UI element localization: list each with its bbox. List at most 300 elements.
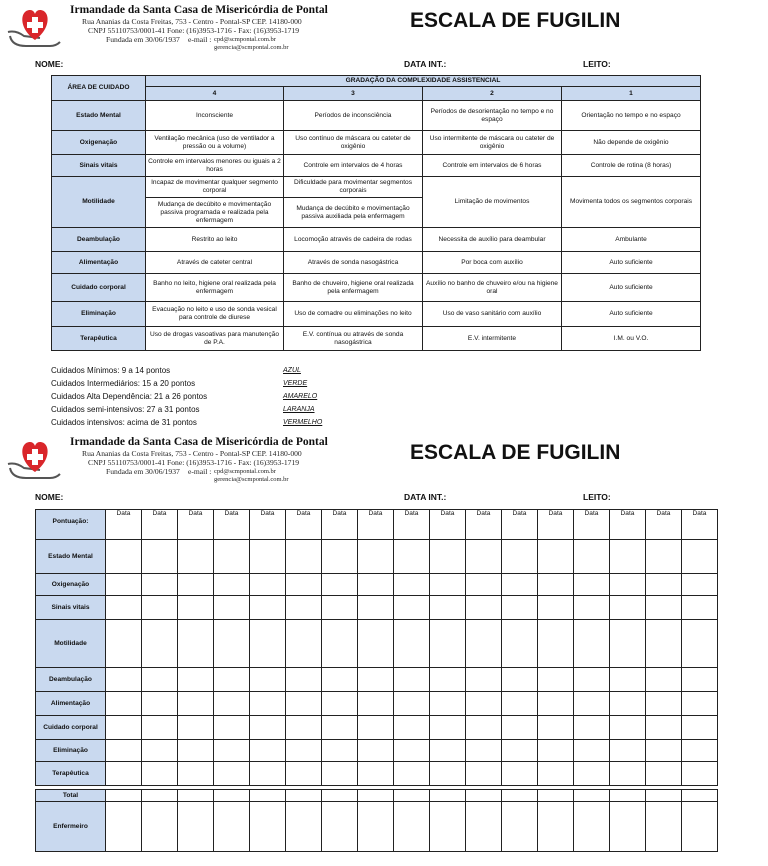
score-cell (538, 668, 574, 692)
table-row (36, 596, 718, 620)
table-cell: Incapaz de movimentar qualquer segmento corporal (146, 177, 284, 198)
score-cell (466, 620, 502, 668)
score-cell (574, 716, 610, 740)
total-cell (682, 790, 718, 802)
table-row (36, 790, 718, 802)
score-cell (682, 620, 718, 668)
score-cell (646, 596, 682, 620)
score-cell (538, 596, 574, 620)
legend-item (51, 366, 170, 375)
score-cell (214, 620, 250, 668)
group-header: GRADAÇÃO DA COMPLEXIDADE ASSISTENCIAL (146, 76, 701, 87)
email-label: e-mail : (188, 467, 212, 476)
score-cell (682, 596, 718, 620)
email-2: gerencia@scmpontal.com.br (214, 44, 289, 51)
score-cell (142, 620, 178, 668)
legend-label: Cuidados semi-intensivos: 27 a 31 pontos (51, 405, 200, 414)
total-cell (502, 790, 538, 802)
table-cell: Controle em intervalos menores ou iguais a 2 horas (146, 155, 284, 177)
table-cell: Uso de comadre ou eliminações no leito (284, 302, 423, 327)
score-cell (466, 596, 502, 620)
date-header: Data (250, 510, 286, 540)
score-cell (178, 692, 214, 716)
table-cell: E.V. contínua ou através de sonda nasogástrica (284, 327, 423, 351)
legend-color: AZUL (283, 367, 301, 374)
date-header: Data (682, 510, 718, 540)
score-cell (250, 740, 286, 762)
score-cell (682, 692, 718, 716)
score-cell (286, 716, 322, 740)
table-cell: Auto suficiente (562, 302, 701, 327)
legend-color: AMARELO (283, 393, 318, 400)
total-cell (106, 790, 142, 802)
legend-label: Cuidados Mínimos: 9 a 14 pontos (51, 366, 171, 375)
nurse-cell (322, 802, 358, 852)
table-cell: Limitação de movimentos (423, 177, 562, 228)
nurse-cell (358, 802, 394, 852)
nurse-cell (430, 802, 466, 852)
score-cell (466, 740, 502, 762)
score-cell (610, 596, 646, 620)
area-label: Alimentação (52, 252, 146, 274)
table-cell: Mudança de decúbito e movimentação passiva auxiliada pela enfermagem (284, 198, 423, 228)
score-cell (538, 716, 574, 740)
level-1-header: 1 (562, 87, 701, 101)
score-cell (538, 762, 574, 786)
page-title: ESCALA DE FUGILIN (410, 441, 621, 464)
area-label: Terapêutica (36, 762, 106, 786)
area-label: Deambulação (36, 668, 106, 692)
score-cell (106, 762, 142, 786)
date-header: Data (142, 510, 178, 540)
score-cell (430, 762, 466, 786)
total-cell (394, 790, 430, 802)
score-cell (214, 716, 250, 740)
total-cell (250, 790, 286, 802)
area-label: Sinais vitais (52, 155, 146, 177)
score-cell (682, 540, 718, 574)
score-cell (178, 574, 214, 596)
date-header: Data (574, 510, 610, 540)
score-cell (322, 762, 358, 786)
score-cell (430, 692, 466, 716)
table-row (36, 692, 718, 716)
score-cell (178, 596, 214, 620)
area-label: Motilidade (36, 620, 106, 668)
area-header: ÁREA DE CUIDADO (52, 76, 146, 101)
total-cell (646, 790, 682, 802)
score-cell (502, 574, 538, 596)
table-row (52, 155, 701, 177)
score-cell (394, 716, 430, 740)
table-row (36, 510, 718, 540)
score-cell (214, 596, 250, 620)
score-cell (106, 596, 142, 620)
score-cell (250, 574, 286, 596)
area-label: Cuidado corporal (36, 716, 106, 740)
score-cell (178, 762, 214, 786)
table-cell: I.M. ou V.O. (562, 327, 701, 351)
date-header: Data (178, 510, 214, 540)
score-cell (682, 574, 718, 596)
score-cell (358, 716, 394, 740)
table-row (52, 302, 701, 327)
score-cell (322, 740, 358, 762)
institution-name: Irmandade da Santa Casa de Misericórdia de Pontal (70, 4, 328, 16)
area-label: Terapêutica (52, 327, 146, 351)
total-label: Total (36, 790, 106, 802)
score-cell (502, 740, 538, 762)
legend-item (51, 418, 197, 427)
legend-label: Cuidados Intermediários: 15 a 20 pontos (51, 379, 196, 388)
header-bottom (0, 432, 768, 504)
nurse-cell (142, 802, 178, 852)
score-cell (286, 692, 322, 716)
score-cell (142, 668, 178, 692)
nurse-cell (178, 802, 214, 852)
nurse-label: Enfermeiro (36, 802, 106, 852)
score-cell (250, 596, 286, 620)
institution-name: Irmandade da Santa Casa de Misericórdia de Pontal (70, 436, 328, 448)
score-cell (286, 540, 322, 574)
score-cell (286, 620, 322, 668)
score-cell (394, 762, 430, 786)
score-cell (178, 620, 214, 668)
score-cell (646, 668, 682, 692)
score-cell (574, 668, 610, 692)
score-cell (286, 596, 322, 620)
date-header: Data (610, 510, 646, 540)
table-row (52, 252, 701, 274)
total-cell (466, 790, 502, 802)
legend-item (51, 392, 207, 401)
table-cell: Controle em intervalos de 4 horas (284, 155, 423, 177)
legend-color: VERMELHO (283, 419, 323, 426)
nurse-cell (394, 802, 430, 852)
score-cell (358, 620, 394, 668)
area-label: Estado Mental (52, 101, 146, 131)
table-row (36, 540, 718, 574)
score-cell (142, 540, 178, 574)
table-cell: Uso intermitente de máscara ou cateter de oxigênio (423, 131, 562, 155)
score-cell (142, 716, 178, 740)
legend-color: VERDE (283, 380, 308, 387)
table-cell: Uso de drogas vasoativas para manutenção de P.A. (146, 327, 284, 351)
table-row (36, 668, 718, 692)
address-line-1: Rua Ananias da Costa Freitas, 753 - Centro - Pontal-SP CEP. 14180-000 (82, 17, 302, 26)
score-cell (682, 716, 718, 740)
score-cell (502, 620, 538, 668)
table-cell: Através de cateter central (146, 252, 284, 274)
score-cell (466, 716, 502, 740)
legend-label: Cuidados intensivos: acima de 31 pontos (51, 418, 197, 427)
hospital-logo-icon (6, 2, 64, 50)
table-cell: Uso de vaso sanitário com auxílio (423, 302, 562, 327)
header-top (0, 0, 768, 70)
score-cell (574, 740, 610, 762)
table-cell: Auto suficiente (562, 274, 701, 302)
area-label: Eliminação (52, 302, 146, 327)
score-cell (574, 762, 610, 786)
nurse-cell (214, 802, 250, 852)
date-header: Data (646, 510, 682, 540)
table-cell: Uso contínuo de máscara ou cateter de oxigênio (284, 131, 423, 155)
table-cell: Períodos de desorientação no tempo e no espaço (423, 101, 562, 131)
nurse-cell (538, 802, 574, 852)
table-cell: Auto suficiente (562, 252, 701, 274)
score-cell (142, 692, 178, 716)
table-row (52, 131, 701, 155)
score-cell (610, 668, 646, 692)
email-1: cpd@scmpontal.com.br (214, 36, 276, 43)
area-label: Motilidade (52, 177, 146, 228)
score-cell (502, 762, 538, 786)
table-cell: Auxílio no banho de chuveiro e/ou na higiene oral (423, 274, 562, 302)
table-cell: Por boca com auxílio (423, 252, 562, 274)
table-cell: Controle de rotina (8 horas) (562, 155, 701, 177)
score-cell (142, 762, 178, 786)
score-cell (250, 620, 286, 668)
total-cell (358, 790, 394, 802)
table-cell: Restrito ao leito (146, 228, 284, 252)
nurse-cell (682, 802, 718, 852)
email-1: cpd@scmpontal.com.br (214, 468, 276, 475)
table-row (52, 274, 701, 302)
area-label: Alimentação (36, 692, 106, 716)
score-cell (106, 540, 142, 574)
table-row (36, 620, 718, 668)
score-cell (394, 540, 430, 574)
date-header: Data (538, 510, 574, 540)
score-cell (358, 668, 394, 692)
score-cell (646, 740, 682, 762)
score-cell (430, 740, 466, 762)
score-cell (538, 540, 574, 574)
date-header: Data (358, 510, 394, 540)
score-cell (682, 740, 718, 762)
score-cell (466, 668, 502, 692)
total-cell (214, 790, 250, 802)
score-cell (610, 540, 646, 574)
score-cell (466, 762, 502, 786)
level-3-header: 3 (284, 87, 423, 101)
score-cell (178, 740, 214, 762)
score-cell (394, 574, 430, 596)
table-cell: Movimenta todos os segmentos corporais (562, 177, 701, 228)
score-cell (502, 692, 538, 716)
score-cell (538, 692, 574, 716)
legend-item (51, 405, 200, 414)
score-cell (610, 740, 646, 762)
score-cell (502, 716, 538, 740)
address-line-3: Fundada em 30/06/1937 (106, 467, 180, 476)
score-cell (502, 596, 538, 620)
score-cell (322, 716, 358, 740)
total-cell (430, 790, 466, 802)
score-cell (610, 692, 646, 716)
score-cell (322, 574, 358, 596)
table-cell: Banho de chuveiro, higiene oral realizada pela enfermagem (284, 274, 423, 302)
level-4-header: 4 (146, 87, 284, 101)
score-cell (106, 740, 142, 762)
score-cell (646, 762, 682, 786)
table-cell: Ambulante (562, 228, 701, 252)
table-row (36, 740, 718, 762)
score-cell (250, 692, 286, 716)
date-header: Data (214, 510, 250, 540)
score-cell (394, 692, 430, 716)
area-label: Deambulação (52, 228, 146, 252)
hospital-logo-icon (6, 434, 64, 482)
score-cell (214, 762, 250, 786)
table-cell: Ventilação mecânica (uso de ventilador a pressão ou a volume) (146, 131, 284, 155)
score-cell (646, 540, 682, 574)
score-cell (682, 668, 718, 692)
nurse-cell (466, 802, 502, 852)
total-cell (538, 790, 574, 802)
score-cell (358, 540, 394, 574)
score-cell (250, 716, 286, 740)
area-label: Estado Mental (36, 540, 106, 574)
table-cell: Evacuação no leito e uso de sonda vesical para controle de diurese (146, 302, 284, 327)
score-cell (574, 574, 610, 596)
score-cell (538, 620, 574, 668)
score-cell (430, 716, 466, 740)
score-cell (178, 716, 214, 740)
table-cell: Não depende de oxigênio (562, 131, 701, 155)
score-cell (358, 692, 394, 716)
bed-label: LEITO: (583, 492, 611, 502)
total-cell (574, 790, 610, 802)
date-header: Data (286, 510, 322, 540)
table-row (52, 177, 701, 198)
table-row (52, 228, 701, 252)
score-cell (610, 620, 646, 668)
score-cell (574, 540, 610, 574)
score-cell (646, 692, 682, 716)
table-row (36, 762, 718, 786)
legend-item (51, 379, 195, 388)
date-label: DATA INT.: (404, 492, 447, 502)
score-cell (214, 574, 250, 596)
score-cell (214, 692, 250, 716)
score-cell (610, 716, 646, 740)
score-cell (502, 540, 538, 574)
date-header: Data (394, 510, 430, 540)
table-cell: Através de sonda nasogástrica (284, 252, 423, 274)
area-label: Eliminação (36, 740, 106, 762)
score-cell (322, 540, 358, 574)
score-cell (646, 574, 682, 596)
email-label: e-mail : (188, 35, 212, 44)
address-line-2: CNPJ 55110753/0001-41 Fone: (16)3953-1716 - Fax: (16)3953-1719 (88, 458, 300, 467)
nurse-cell (106, 802, 142, 852)
table-row (36, 574, 718, 596)
score-cell (430, 668, 466, 692)
name-label: NOME: (35, 59, 64, 69)
score-cell (358, 762, 394, 786)
date-header: Data (430, 510, 466, 540)
nurse-cell (250, 802, 286, 852)
table-row (52, 327, 701, 351)
bed-label: LEITO: (583, 59, 611, 69)
score-cell (538, 574, 574, 596)
table-cell: Inconsciente (146, 101, 284, 131)
date-header: Data (106, 510, 142, 540)
score-header: Pontuação: (36, 510, 106, 540)
score-cell (322, 620, 358, 668)
score-cell (106, 574, 142, 596)
legend-color: LARANJA (283, 406, 315, 413)
score-cell (322, 692, 358, 716)
legend (51, 366, 381, 430)
score-cell (430, 540, 466, 574)
total-cell (610, 790, 646, 802)
area-label: Sinais vitais (36, 596, 106, 620)
score-cell (466, 692, 502, 716)
table-row (36, 716, 718, 740)
table-row (36, 802, 718, 852)
table-cell: Banho no leito, higiene oral realizada pela enfermagem (146, 274, 284, 302)
score-cell (142, 740, 178, 762)
score-cell (214, 540, 250, 574)
score-cell (574, 692, 610, 716)
table-cell: E.V. intermitente (423, 327, 562, 351)
score-cell (142, 574, 178, 596)
score-cell (322, 668, 358, 692)
date-header: Data (322, 510, 358, 540)
score-cell (286, 668, 322, 692)
score-cell (250, 540, 286, 574)
level-2-header: 2 (423, 87, 562, 101)
nurse-cell (286, 802, 322, 852)
score-cell (538, 740, 574, 762)
score-cell (178, 540, 214, 574)
score-cell (106, 668, 142, 692)
score-cell (358, 596, 394, 620)
score-cell (322, 596, 358, 620)
nurse-cell (610, 802, 646, 852)
area-label: Oxigenação (36, 574, 106, 596)
score-cell (430, 574, 466, 596)
score-cell (646, 620, 682, 668)
score-cell (610, 762, 646, 786)
score-table (35, 509, 718, 852)
table-cell: Orientação no tempo e no espaço (562, 101, 701, 131)
score-cell (394, 668, 430, 692)
total-cell (142, 790, 178, 802)
table-cell: Locomoção através de cadeira de rodas (284, 228, 423, 252)
table-cell: Períodos de inconsciência (284, 101, 423, 131)
area-label: Cuidado corporal (52, 274, 146, 302)
score-cell (610, 574, 646, 596)
table-cell: Necessita de auxílio para deambular (423, 228, 562, 252)
name-label: NOME: (35, 492, 64, 502)
score-cell (106, 716, 142, 740)
email-2: gerencia@scmpontal.com.br (214, 476, 289, 483)
score-cell (286, 740, 322, 762)
score-cell (142, 596, 178, 620)
score-cell (214, 668, 250, 692)
table-cell: Controle em intervalos de 6 horas (423, 155, 562, 177)
score-cell (574, 620, 610, 668)
table-row (52, 101, 701, 131)
score-cell (430, 620, 466, 668)
area-label: Oxigenação (52, 131, 146, 155)
legend-label: Cuidados Alta Dependência: 21 a 26 pontos (51, 392, 208, 401)
score-cell (178, 668, 214, 692)
score-cell (394, 596, 430, 620)
